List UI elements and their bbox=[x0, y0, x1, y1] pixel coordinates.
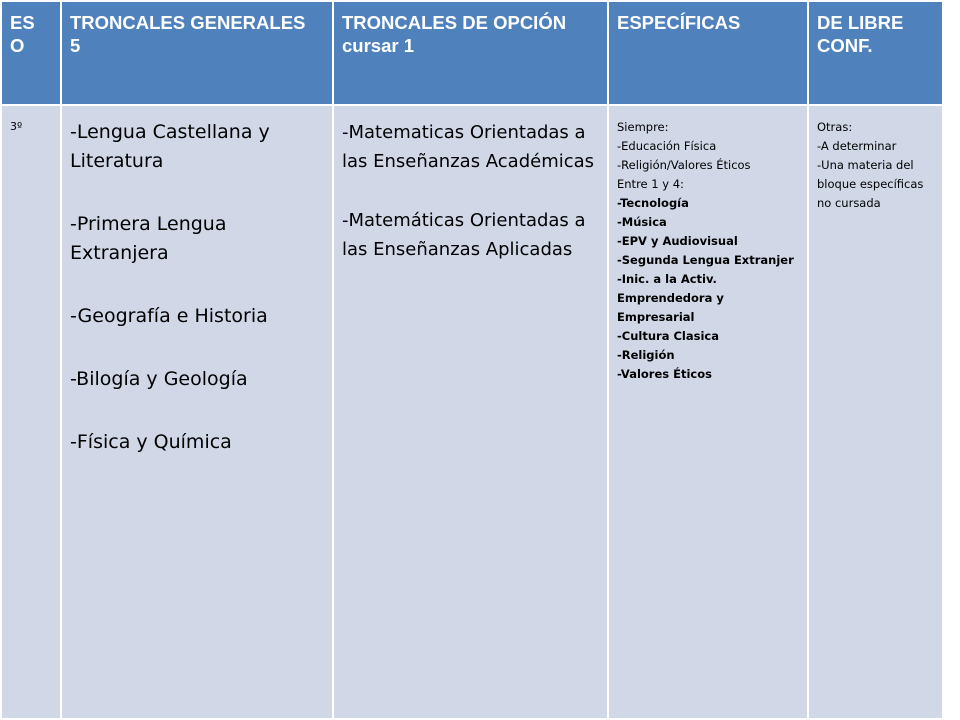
list-item: -A determinar bbox=[817, 139, 897, 153]
list-item: -Física y Química bbox=[70, 431, 232, 453]
libre-conf-cell bbox=[808, 105, 943, 719]
troncales-opcion-cell bbox=[333, 105, 608, 719]
list-item: -EPV y Audiovisual bbox=[617, 234, 738, 248]
list-item: -Inic. a la Activ. Emprendedora y Empresarial bbox=[617, 272, 724, 324]
list-item: -Lengua Castellana y Literatura bbox=[70, 121, 270, 172]
list-item: -Religión/Valores Éticos bbox=[617, 158, 751, 172]
table-header-row bbox=[1, 1, 943, 105]
list-item: -Valores Éticos bbox=[617, 367, 712, 381]
entre-label: Entre 1 y 4: bbox=[617, 177, 684, 191]
list-item: -Bilogía y Geología bbox=[70, 368, 248, 390]
header-especificas bbox=[608, 1, 808, 105]
list-item: -Matematicas Orientadas a las Enseñanzas Académicas bbox=[342, 122, 595, 172]
list-item: -Cultura Clasica bbox=[617, 329, 719, 343]
header-troncales-opcion bbox=[333, 1, 608, 105]
header-eso-label: ES O bbox=[10, 12, 35, 56]
course-cell bbox=[1, 105, 61, 719]
header-troncales-generales bbox=[61, 1, 333, 105]
otras-label: Otras: bbox=[817, 120, 853, 134]
list-item: -Una materia del bloque específicas no cursada bbox=[817, 158, 924, 210]
list-item: -Tecnología bbox=[617, 196, 689, 210]
list-item: -Religión bbox=[617, 348, 675, 362]
table-row bbox=[1, 105, 943, 719]
course-label: 3º bbox=[10, 120, 23, 133]
especificas-cell bbox=[608, 105, 808, 719]
header-libre-conf-label: DE LIBRE CONF. bbox=[817, 12, 904, 56]
troncales-generales-cell bbox=[61, 105, 333, 719]
list-item: -Música bbox=[617, 215, 667, 229]
list-item: -Primera Lengua Extranjera bbox=[70, 213, 227, 264]
list-item: -Segunda Lengua Extranjer bbox=[617, 253, 794, 267]
list-item: -Matemáticas Orientadas a las Enseñanzas Aplicadas bbox=[342, 210, 586, 260]
siempre-label: Siempre: bbox=[617, 120, 669, 134]
header-troncales-opcion-label: TRONCALES DE OPCIÓN cursar 1 bbox=[342, 12, 567, 56]
header-eso bbox=[1, 1, 61, 105]
header-troncales-generales-label: TRONCALES GENERALES bbox=[70, 12, 306, 33]
list-item: -Educación Física bbox=[617, 139, 717, 153]
header-troncales-generales-count: 5 bbox=[70, 35, 81, 56]
list-item: -Geografía e Historia bbox=[70, 305, 268, 327]
header-especificas-label: ESPECÍFICAS bbox=[617, 12, 741, 33]
header-libre-conf bbox=[808, 1, 943, 105]
